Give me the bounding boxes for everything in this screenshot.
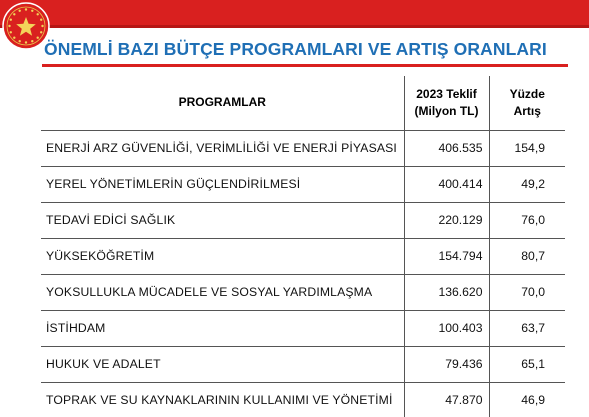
increase-value: 49,2 bbox=[489, 166, 565, 202]
page-title: ÖNEMLİ BAZI BÜTÇE PROGRAMLARI VE ARTIŞ ORANLARI bbox=[44, 39, 547, 59]
program-name: TEDAVİ EDİCİ SAĞLIK bbox=[41, 202, 404, 238]
title-underline bbox=[42, 64, 568, 67]
header-2023-offer: 2023 Teklif (Milyon TL) bbox=[404, 76, 489, 130]
offer-value: 79.436 bbox=[404, 346, 489, 382]
top-red-band bbox=[0, 0, 589, 28]
program-name: ENERJİ ARZ GÜVENLİĞİ, VERİMLİLİĞİ VE ENERJİ PİYASASI bbox=[41, 130, 404, 166]
table-row bbox=[41, 130, 565, 166]
increase-value: 63,7 bbox=[489, 310, 565, 346]
program-name: HUKUK VE ADALET bbox=[41, 346, 404, 382]
presidential-seal-icon bbox=[2, 2, 50, 50]
offer-value: 400.414 bbox=[404, 166, 489, 202]
table-row bbox=[41, 202, 565, 238]
offer-value: 406.535 bbox=[404, 130, 489, 166]
table-row bbox=[41, 382, 565, 417]
increase-value: 76,0 bbox=[489, 202, 565, 238]
program-name: İSTİHDAM bbox=[41, 310, 404, 346]
offer-value: 100.403 bbox=[404, 310, 489, 346]
offer-value: 220.129 bbox=[404, 202, 489, 238]
table-row bbox=[41, 166, 565, 202]
increase-value: 80,7 bbox=[489, 238, 565, 274]
table-row bbox=[41, 274, 565, 310]
program-name: YEREL YÖNETİMLERİN GÜÇLENDİRİLMESİ bbox=[41, 166, 404, 202]
header-programs: PROGRAMLAR bbox=[178, 95, 266, 110]
budget-programs-table bbox=[41, 76, 565, 417]
program-name: YÜKSEKÖĞRETİM bbox=[41, 238, 404, 274]
increase-value: 65,1 bbox=[489, 346, 565, 382]
table-header-row bbox=[41, 76, 565, 130]
increase-value: 70,0 bbox=[489, 274, 565, 310]
increase-value: 154,9 bbox=[489, 130, 565, 166]
program-name: YOKSULLUKLA MÜCADELE VE SOSYAL YARDIMLAŞMA bbox=[41, 274, 404, 310]
program-name: TOPRAK VE SU KAYNAKLARININ KULLANIMI VE YÖNETİMİ bbox=[41, 382, 404, 417]
table-row bbox=[41, 310, 565, 346]
table-row bbox=[41, 346, 565, 382]
offer-value: 47.870 bbox=[404, 382, 489, 417]
table-row bbox=[41, 238, 565, 274]
offer-value: 136.620 bbox=[404, 274, 489, 310]
header-percent-increase: Yüzde Artış bbox=[489, 76, 565, 130]
offer-value: 154.794 bbox=[404, 238, 489, 274]
increase-value: 46,9 bbox=[489, 382, 565, 417]
